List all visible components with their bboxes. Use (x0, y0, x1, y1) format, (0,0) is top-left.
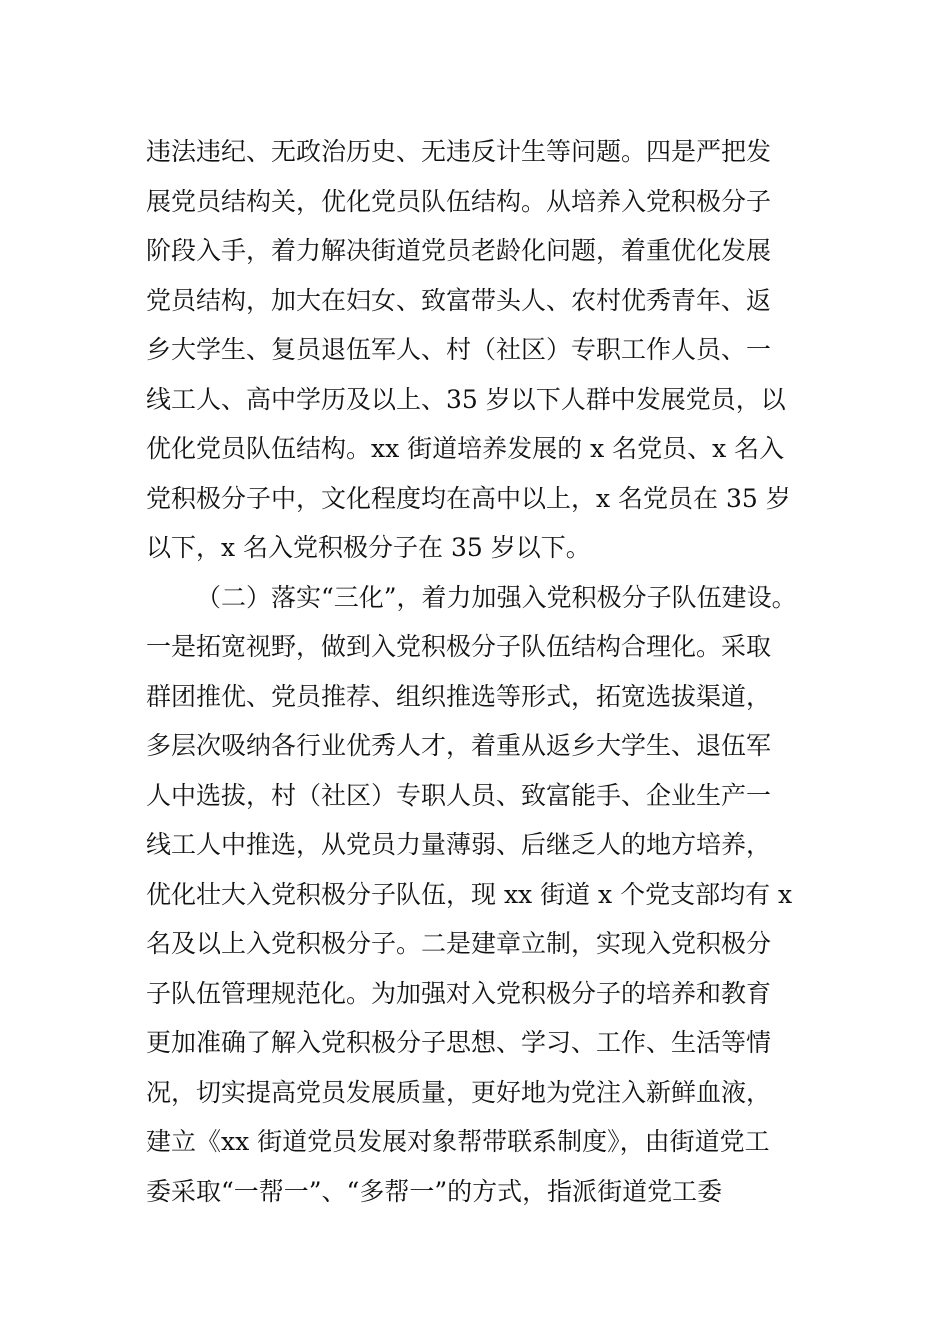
text-line: 群团推优、党员推荐、组织推选等形式，拓宽选拔渠道， (146, 681, 772, 711)
text-line: 线工人中推选，从党员力量薄弱、后继乏人的地方培养， (146, 830, 772, 859)
text-line: 优化壮大入党积极分子队伍，现 xx 街道 x 个党支部均有 x (146, 879, 793, 909)
text-line: 优化党员队伍结构。xx 街道培养发展的 x 名党员、x 名入 (146, 434, 785, 463)
body-text (146, 127, 836, 1216)
text-line: 更加准确了解入党积极分子思想、学习、工作、生活等情 (146, 1028, 772, 1057)
text-line: 子队伍管理规范化。为加强对入党积极分子的培养和教育 (146, 978, 772, 1008)
text-line: 以下，x 名入党积极分子在 35 岁以下。 (146, 533, 591, 562)
text-line: 线工人、高中学历及以上、35 岁以下人群中发展党员，以 (146, 384, 786, 414)
text-line: 一是拓宽视野，做到入党积极分子队伍结构合理化。采取 (146, 632, 772, 661)
text-line: 况，切实提高党员发展质量，更好地为党注入新鲜血液， (146, 1077, 772, 1107)
text-line: 多层次吸纳各行业优秀人才，着重从返乡大学生、退伍军 (146, 731, 772, 760)
text-line: 党积极分子中，文化程度均在高中以上，x 名党员在 35 岁 (146, 483, 791, 513)
section-heading-line: （二）落实“三化”，着力加强入党积极分子队伍建设。 (196, 582, 797, 612)
text-line: 名及以上入党积极分子。二是建章立制，实现入党积极分 (146, 929, 772, 958)
text-line: 建立《xx 街道党员发展对象帮带联系制度》，由街道党工 (146, 1127, 770, 1156)
text-line: 违法违纪、无政治历史、无违反计生等问题。四是严把发 (146, 137, 772, 166)
text-line: 阶段入手，着力解决街道党员老龄化问题，着重优化发展 (146, 236, 772, 265)
text-line: 委采取“一帮一”、“多帮一”的方式，指派街道党工委 (146, 1176, 723, 1206)
text-line: 乡大学生、复员退伍军人、村（社区）专职工作人员、一 (146, 335, 772, 364)
text-line: 展党员结构关，优化党员队伍结构。从培养入党积极分子 (146, 186, 772, 216)
text-line: 人中选拔，村（社区）专职人员、致富能手、企业生产一 (146, 780, 772, 810)
text-line: 党员结构，加大在妇女、致富带头人、农村优秀青年、返 (146, 285, 772, 315)
